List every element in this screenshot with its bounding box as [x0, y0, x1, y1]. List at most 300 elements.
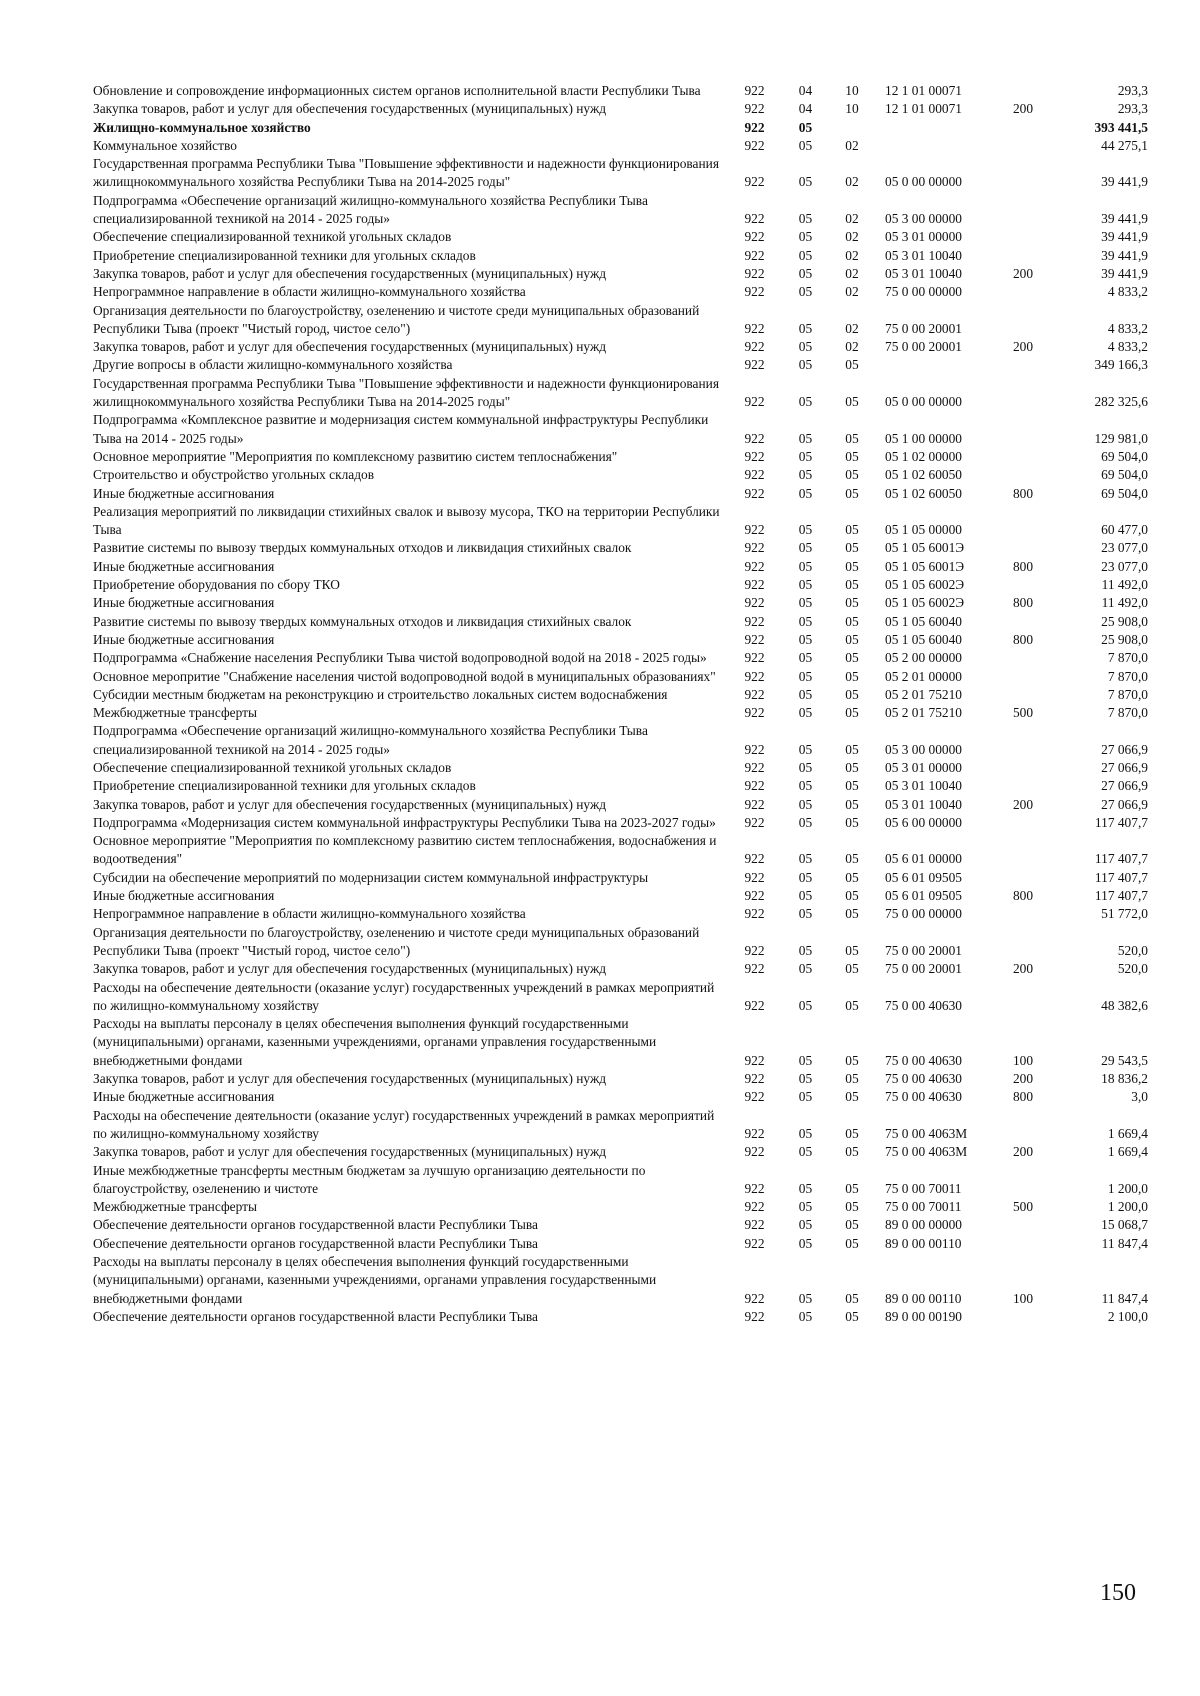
- col-section: 05: [798, 339, 813, 355]
- col-amount: 4 833,2: [1107, 320, 1148, 336]
- row-name: Обеспечение специализированной техникой угольных складов: [93, 759, 452, 775]
- row-name: Иные бюджетные ассигнования: [93, 1089, 275, 1105]
- col-amount: 39 441,9: [1101, 265, 1148, 281]
- col-amount: 25 908,0: [1101, 613, 1148, 629]
- col-expense-type: 200: [1012, 339, 1034, 355]
- col-grbs: 922: [744, 558, 765, 574]
- col-grbs: 922: [744, 83, 765, 98]
- table-row: [93, 649, 1148, 667]
- col-amount: 18 836,2: [1101, 1071, 1148, 1087]
- col-target-article: 05 3 01 10040: [885, 247, 962, 263]
- row-name: Основное меропритие "Снабжение населения чистой водопроводной водой в муниципальных образованиях": [93, 668, 716, 684]
- col-grbs: 922: [744, 357, 765, 373]
- col-subsection: 05: [845, 558, 859, 574]
- col-target-article: 75 0 00 00000: [885, 906, 962, 922]
- row-name: Закупка товаров, работ и услуг для обеспечения государственных (муниципальных) нужд: [93, 1144, 607, 1160]
- row-name: Основное мероприятие "Мероприятия по комплексному развитию систем теплоснабжения, водоснабжения и водоотведения": [93, 833, 717, 867]
- table-row: [93, 979, 1148, 1016]
- col-grbs: 922: [744, 119, 765, 135]
- col-target-article: 75 0 00 40630: [885, 1071, 962, 1087]
- col-subsection: 05: [845, 485, 859, 501]
- col-grbs: 922: [744, 1180, 765, 1196]
- col-target-article: 05 3 00 00000: [885, 741, 962, 757]
- col-section: 05: [798, 1290, 813, 1306]
- col-target-article: 05 1 02 60050: [885, 485, 962, 501]
- table-row: [93, 265, 1148, 283]
- table-row: [93, 485, 1148, 503]
- row-name: Коммунальное хозяйство: [93, 137, 237, 153]
- row-name: Межбюджетные трансферты: [93, 1199, 257, 1215]
- col-section: 04: [798, 101, 813, 117]
- col-grbs: 922: [744, 759, 765, 775]
- col-subsection: 02: [845, 339, 859, 355]
- col-target-article: 05 1 05 00000: [885, 522, 962, 538]
- col-grbs: 922: [744, 888, 765, 904]
- table-row: [93, 558, 1148, 576]
- col-amount: 23 077,0: [1101, 558, 1148, 574]
- col-subsection: 05: [845, 1308, 859, 1324]
- col-amount: 39 441,9: [1101, 211, 1148, 227]
- col-subsection: 05: [845, 448, 859, 464]
- col-amount: 15 068,7: [1101, 1217, 1148, 1233]
- row-name: Непрограммное направление в области жилищно-коммунального хозяйства: [93, 906, 526, 922]
- col-grbs: 922: [744, 430, 765, 446]
- col-amount: 11 847,4: [1101, 1290, 1148, 1306]
- col-section: 05: [798, 759, 813, 775]
- col-section: 05: [798, 997, 813, 1013]
- row-name: Организация деятельности по благоустройству, озеленению и чистоте среди муниципальных образований Республики Тыва (проект "Чистый город, чистое село"): [93, 302, 700, 336]
- col-target-article: 05 0 00 00000: [885, 174, 962, 190]
- col-section: 05: [798, 430, 813, 446]
- col-grbs: 922: [744, 613, 765, 629]
- col-target-article: 89 0 00 00000: [885, 1217, 962, 1233]
- col-section: 05: [798, 1199, 813, 1215]
- col-subsection: 05: [845, 1235, 859, 1251]
- col-subsection: 05: [845, 1071, 859, 1087]
- col-subsection: 05: [845, 814, 859, 830]
- col-target-article: 05 6 01 09505: [885, 869, 962, 885]
- col-grbs: 922: [744, 229, 765, 245]
- col-subsection: 05: [845, 357, 859, 373]
- col-amount: 11 492,0: [1101, 595, 1148, 611]
- col-target-article: 75 0 00 20001: [885, 339, 962, 355]
- col-amount: 1 669,4: [1107, 1125, 1148, 1141]
- col-section: 05: [798, 814, 813, 830]
- row-name: Закупка товаров, работ и услуг для обеспечения государственных (муниципальных) нужд: [93, 796, 607, 812]
- col-subsection: 05: [845, 869, 859, 885]
- col-subsection: 02: [845, 229, 859, 245]
- col-subsection: 05: [845, 540, 859, 556]
- table-row: [93, 1198, 1148, 1216]
- row-name: Иные бюджетные ассигнования: [93, 631, 275, 647]
- col-amount: 39 441,9: [1101, 229, 1148, 245]
- row-name: Подпрограмма «Комплексное развитие и модернизация систем коммунальной инфраструктуры Республики Тыва на 2014 - 2025 годы»: [93, 412, 709, 446]
- col-target-article: 05 1 05 6001Э: [885, 558, 965, 574]
- col-grbs: 922: [744, 1199, 765, 1215]
- col-section: 05: [798, 961, 813, 977]
- row-name: Закупка товаров, работ и услуг для обеспечения государственных (муниципальных) нужд: [93, 265, 607, 281]
- row-name: Расходы на обеспечение деятельности (оказание услуг) государственных учреждений в рамках мероприятий по жилищно-коммунальному хозяйству: [93, 979, 715, 1013]
- table-row: [93, 1143, 1148, 1161]
- table-row: [93, 1216, 1148, 1234]
- table-row: [93, 1308, 1148, 1326]
- col-section: 05: [798, 577, 813, 593]
- col-expense-type: 500: [1012, 705, 1034, 721]
- col-target-article: 05 3 01 10040: [885, 265, 962, 281]
- col-amount: 11 847,4: [1101, 1235, 1148, 1251]
- col-grbs: 922: [744, 577, 765, 593]
- col-amount: 27 066,9: [1101, 741, 1148, 757]
- col-grbs: 922: [744, 814, 765, 830]
- col-amount: 11 492,0: [1101, 577, 1148, 593]
- row-name: Иные бюджетные ассигнования: [93, 485, 275, 501]
- page-number: 150: [1100, 1580, 1136, 1606]
- col-expense-type: 200: [1012, 265, 1034, 281]
- col-grbs: 922: [744, 778, 765, 794]
- col-subsection: 05: [845, 796, 859, 812]
- col-amount: 27 066,9: [1101, 778, 1148, 794]
- table-row: [93, 503, 1148, 540]
- col-grbs: 922: [744, 211, 765, 227]
- col-target-article: 75 0 00 20001: [885, 961, 962, 977]
- col-subsection: 02: [845, 137, 859, 153]
- col-target-article: 05 3 01 00000: [885, 229, 962, 245]
- col-amount: 520,0: [1117, 942, 1148, 958]
- col-grbs: 922: [744, 1290, 765, 1306]
- col-section: 05: [798, 778, 813, 794]
- row-name: Обеспечение деятельности органов государственной власти Республики Тыва: [93, 1235, 538, 1251]
- col-expense-type: 200: [1012, 961, 1034, 977]
- col-section: 05: [798, 686, 813, 702]
- col-subsection: 05: [845, 1290, 859, 1306]
- col-section: 05: [798, 448, 813, 464]
- row-name: Подпрограмма «Снабжение населения Республики Тыва чистой водопроводной водой на 2018 - 2025 годы»: [93, 650, 707, 666]
- col-subsection: 05: [845, 1052, 859, 1068]
- col-amount: 282 325,6: [1094, 394, 1148, 410]
- col-target-article: 75 0 00 40630: [885, 997, 962, 1013]
- col-section: 05: [798, 906, 813, 922]
- col-amount: 29 543,5: [1101, 1052, 1148, 1068]
- col-section: 05: [798, 119, 813, 135]
- table-row: [93, 759, 1148, 777]
- row-name: Развитие системы по вывозу твердых коммунальных отходов и ликвидация стихийных свалок: [93, 613, 632, 629]
- col-target-article: 05 1 05 6001Э: [885, 540, 965, 556]
- col-subsection: 05: [845, 668, 859, 684]
- col-amount: 1 200,0: [1107, 1199, 1148, 1215]
- col-grbs: 922: [744, 540, 765, 556]
- row-name: Закупка товаров, работ и услуг для обеспечения государственных (муниципальных) нужд: [93, 961, 607, 977]
- col-subsection: 05: [845, 1180, 859, 1196]
- col-target-article: 75 0 00 00000: [885, 284, 962, 300]
- col-subsection: 05: [845, 705, 859, 721]
- col-subsection: 05: [845, 778, 859, 794]
- table-row: [93, 1253, 1148, 1308]
- col-amount: 7 870,0: [1107, 668, 1148, 684]
- col-amount: 25 908,0: [1101, 631, 1148, 647]
- col-amount: 23 077,0: [1101, 540, 1148, 556]
- col-amount: 293,3: [1117, 101, 1148, 117]
- table-row: [93, 1107, 1148, 1144]
- col-grbs: 922: [744, 796, 765, 812]
- col-section: 05: [798, 522, 813, 538]
- col-target-article: 05 6 01 09505: [885, 888, 962, 904]
- col-amount: 51 772,0: [1101, 906, 1148, 922]
- col-expense-type: 800: [1012, 558, 1034, 574]
- col-subsection: 05: [845, 888, 859, 904]
- col-section: 05: [798, 851, 813, 867]
- table-row: [93, 576, 1148, 594]
- col-section: 05: [798, 888, 813, 904]
- col-amount: 129 981,0: [1094, 430, 1148, 446]
- col-expense-type: 500: [1012, 1199, 1034, 1215]
- row-name: Приобретение специализированной техники для угольных складов: [93, 247, 476, 263]
- col-target-article: 75 0 00 70011: [885, 1180, 962, 1196]
- col-section: 05: [798, 229, 813, 245]
- col-amount: 1 669,4: [1107, 1144, 1148, 1160]
- table-row: [93, 905, 1148, 923]
- col-section: 05: [798, 668, 813, 684]
- col-section: 05: [798, 357, 813, 373]
- row-name: Субсидии местным бюджетам на реконструкцию и строительство локальных систем водоснабжения: [93, 686, 668, 702]
- row-name: Субсидии на обеспечение мероприятий по модернизации систем коммунальной инфраструктуры: [93, 869, 649, 885]
- col-subsection: 05: [845, 997, 859, 1013]
- col-section: 05: [798, 631, 813, 647]
- col-target-article: 05 2 01 00000: [885, 668, 962, 684]
- table-row: [93, 668, 1148, 686]
- table-row: [93, 155, 1148, 192]
- table-row: [93, 777, 1148, 795]
- col-section: 05: [798, 869, 813, 885]
- col-subsection: 05: [845, 1217, 859, 1233]
- row-name: Реализация мероприятий по ликвидации стихийных свалок и вывозу мусора, ТКО на территории Республики Тыва: [93, 503, 720, 538]
- col-amount: 39 441,9: [1101, 247, 1148, 263]
- row-name: Государственная программа Республики Тыва "Повышение эффективности и надежности функционирования жилищнокоммунального хозяйства Республики Тыва на 2014-2025 годы": [93, 375, 719, 410]
- col-grbs: 922: [744, 686, 765, 702]
- col-grbs: 922: [744, 1052, 765, 1068]
- table-row: [93, 302, 1148, 339]
- col-amount: 117 407,7: [1094, 869, 1148, 885]
- col-amount: 7 870,0: [1107, 650, 1148, 666]
- col-subsection: 02: [845, 174, 859, 190]
- col-grbs: 922: [744, 869, 765, 885]
- col-section: 05: [798, 540, 813, 556]
- row-name: Подпрограмма «Обеспечение организаций жилищно-коммунального хозяйства Республики Тыва специализированной техникой на 2014 - 2025 годы»: [93, 192, 648, 227]
- col-target-article: 05 2 00 00000: [885, 650, 962, 666]
- col-section: 05: [798, 1125, 813, 1141]
- col-amount: 117 407,7: [1094, 814, 1148, 830]
- col-expense-type: 200: [1012, 1144, 1034, 1160]
- col-subsection: 10: [845, 83, 859, 98]
- row-name: Закупка товаров, работ и услуг для обеспечения государственных (муниципальных) нужд: [93, 339, 607, 355]
- col-amount: 7 870,0: [1107, 686, 1148, 702]
- col-subsection: 05: [845, 595, 859, 611]
- col-expense-type: 800: [1012, 485, 1034, 501]
- row-name: Иные бюджетные ассигнования: [93, 558, 275, 574]
- col-section: 05: [798, 705, 813, 721]
- table-row: [93, 1235, 1148, 1253]
- col-target-article: 05 1 02 00000: [885, 448, 962, 464]
- col-subsection: 05: [845, 1144, 859, 1160]
- col-subsection: 05: [845, 631, 859, 647]
- col-target-article: 05 2 01 75210: [885, 686, 962, 702]
- row-name: Иные межбюджетные трансферты местным бюджетам за лучшую организацию деятельности по благоустройству, озеленению и чистоте: [93, 1162, 646, 1196]
- col-section: 05: [798, 1308, 813, 1324]
- col-expense-type: 200: [1012, 1071, 1034, 1087]
- col-target-article: 05 6 01 00000: [885, 851, 962, 867]
- col-amount: 349 166,3: [1094, 357, 1148, 373]
- row-name: Обеспечение деятельности органов государственной власти Республики Тыва: [93, 1217, 538, 1233]
- table-row: [93, 594, 1148, 612]
- table-row: [93, 924, 1148, 961]
- col-section: 05: [798, 1235, 813, 1251]
- col-section: 05: [798, 613, 813, 629]
- table-row: [93, 796, 1148, 814]
- col-grbs: 922: [744, 284, 765, 300]
- col-section: 05: [798, 741, 813, 757]
- col-amount: 39 441,9: [1101, 174, 1148, 190]
- table-row: [93, 137, 1148, 155]
- table-row: [93, 539, 1148, 557]
- table-row: [93, 448, 1148, 466]
- col-amount: 44 275,1: [1101, 137, 1148, 153]
- col-subsection: 05: [845, 906, 859, 922]
- col-section: 05: [798, 1180, 813, 1196]
- col-subsection: 05: [845, 851, 859, 867]
- col-section: 05: [798, 284, 813, 300]
- row-name: Приобретение специализированной техники для угольных складов: [93, 778, 476, 794]
- col-section: 05: [798, 1071, 813, 1087]
- table-row: [93, 283, 1148, 301]
- col-grbs: 922: [744, 101, 765, 117]
- col-target-article: 75 0 00 4063М: [885, 1144, 968, 1160]
- col-section: 05: [798, 467, 813, 483]
- col-grbs: 922: [744, 1217, 765, 1233]
- col-amount: 293,3: [1117, 83, 1148, 98]
- col-subsection: 05: [845, 577, 859, 593]
- col-grbs: 922: [744, 1071, 765, 1087]
- col-section: 05: [798, 1052, 813, 1068]
- table-row: [93, 466, 1148, 484]
- col-subsection: 05: [845, 961, 859, 977]
- col-grbs: 922: [744, 467, 765, 483]
- col-expense-type: 200: [1012, 101, 1034, 117]
- col-subsection: 05: [845, 430, 859, 446]
- col-grbs: 922: [744, 1235, 765, 1251]
- col-grbs: 922: [744, 265, 765, 281]
- col-target-article: 05 1 00 00000: [885, 430, 962, 446]
- row-name: Развитие системы по вывозу твердых коммунальных отходов и ликвидация стихийных свалок: [93, 540, 632, 556]
- col-amount: 2 100,0: [1107, 1308, 1148, 1324]
- col-subsection: 02: [845, 211, 859, 227]
- table-row: [93, 100, 1148, 118]
- table-row: [93, 192, 1148, 229]
- col-target-article: 05 1 05 60040: [885, 613, 962, 629]
- col-target-article: 12 1 01 00071: [885, 101, 962, 117]
- col-grbs: 922: [744, 1308, 765, 1324]
- col-target-article: 89 0 00 00110: [885, 1235, 962, 1251]
- row-name: Обеспечение деятельности органов государственной власти Республики Тыва: [93, 1308, 538, 1324]
- col-grbs: 922: [744, 485, 765, 501]
- row-name: Закупка товаров, работ и услуг для обеспечения государственных (муниципальных) нужд: [93, 1071, 607, 1087]
- col-subsection: 05: [845, 650, 859, 666]
- col-grbs: 922: [744, 448, 765, 464]
- col-section: 04: [798, 83, 813, 98]
- col-section: 05: [798, 394, 813, 410]
- row-name: Основное мероприятие "Мероприятия по комплексному развитию систем теплоснабжения": [93, 448, 618, 464]
- col-grbs: 922: [744, 174, 765, 190]
- col-target-article: 89 0 00 00110: [885, 1290, 962, 1306]
- table-row: [93, 869, 1148, 887]
- row-name: Подпрограмма «Модернизация систем коммунальной инфраструктуры Республики Тыва на 2023-2027 годы»: [93, 814, 716, 830]
- col-subsection: 05: [845, 522, 859, 538]
- row-name: Расходы на обеспечение деятельности (оказание услуг) государственных учреждений в рамках мероприятий по жилищно-коммунальному хозяйству: [93, 1107, 715, 1141]
- col-target-article: 05 1 05 6002Э: [885, 577, 965, 593]
- table-row: [93, 247, 1148, 265]
- row-name: Расходы на выплаты персоналу в целях обеспечения выполнения функций государственными (муниципальными) органами, казенными учреждениями, органами управления государственными внебюджетными фондами: [93, 1016, 657, 1068]
- col-grbs: 922: [744, 1125, 765, 1141]
- row-name: Иные бюджетные ассигнования: [93, 595, 275, 611]
- col-subsection: 02: [845, 247, 859, 263]
- col-grbs: 922: [744, 394, 765, 410]
- row-name: Строительство и обустройство угольных складов: [93, 467, 375, 483]
- col-grbs: 922: [744, 1144, 765, 1160]
- col-target-article: 05 2 01 75210: [885, 705, 962, 721]
- col-amount: 7 870,0: [1107, 705, 1148, 721]
- col-section: 05: [798, 137, 813, 153]
- col-amount: 69 504,0: [1101, 485, 1148, 501]
- col-grbs: 922: [744, 1089, 765, 1105]
- col-section: 05: [798, 558, 813, 574]
- table-row: [93, 82, 1148, 100]
- col-subsection: 10: [845, 101, 859, 117]
- row-name: Другие вопросы в области жилищно-коммунального хозяйства: [93, 357, 453, 373]
- col-target-article: 75 0 00 40630: [885, 1052, 962, 1068]
- col-grbs: 922: [744, 320, 765, 336]
- table-row: [93, 613, 1148, 631]
- table-row: [93, 1162, 1148, 1199]
- col-section: 05: [798, 595, 813, 611]
- col-target-article: 05 1 05 60040: [885, 631, 962, 647]
- col-expense-type: 100: [1012, 1290, 1034, 1306]
- table-row: [93, 338, 1148, 356]
- col-subsection: 02: [845, 265, 859, 281]
- row-name: Приобретение оборудования по сбору ТКО: [93, 577, 340, 593]
- row-name: Подпрограмма «Обеспечение организаций жилищно-коммунального хозяйства Республики Тыва специализированной техникой на 2014 - 2025 годы»: [93, 723, 648, 757]
- table-row: [93, 814, 1148, 832]
- table-row: [93, 722, 1148, 759]
- row-name: Государственная программа Республики Тыва "Повышение эффективности и надежности функционирования жилищнокоммунального хозяйства Республики Тыва на 2014-2025 годы": [93, 156, 719, 190]
- table-row: [93, 1088, 1148, 1106]
- col-section: 05: [798, 174, 813, 190]
- row-name: Обеспечение специализированной техникой угольных складов: [93, 229, 452, 245]
- col-amount: 4 833,2: [1107, 339, 1148, 355]
- col-amount: 117 407,7: [1094, 888, 1148, 904]
- col-section: 05: [798, 796, 813, 812]
- col-subsection: 05: [845, 759, 859, 775]
- col-amount: 69 504,0: [1101, 448, 1148, 464]
- row-name: Жилищно-коммунальное хозяйство: [93, 119, 311, 135]
- col-target-article: 89 0 00 00190: [885, 1308, 962, 1324]
- col-subsection: 05: [845, 394, 859, 410]
- col-grbs: 922: [744, 522, 765, 538]
- col-subsection: 05: [845, 1199, 859, 1215]
- col-expense-type: 800: [1012, 595, 1034, 611]
- col-grbs: 922: [744, 942, 765, 958]
- col-expense-type: 800: [1012, 631, 1034, 647]
- col-grbs: 922: [744, 137, 765, 153]
- col-section: 05: [798, 485, 813, 501]
- col-grbs: 922: [744, 650, 765, 666]
